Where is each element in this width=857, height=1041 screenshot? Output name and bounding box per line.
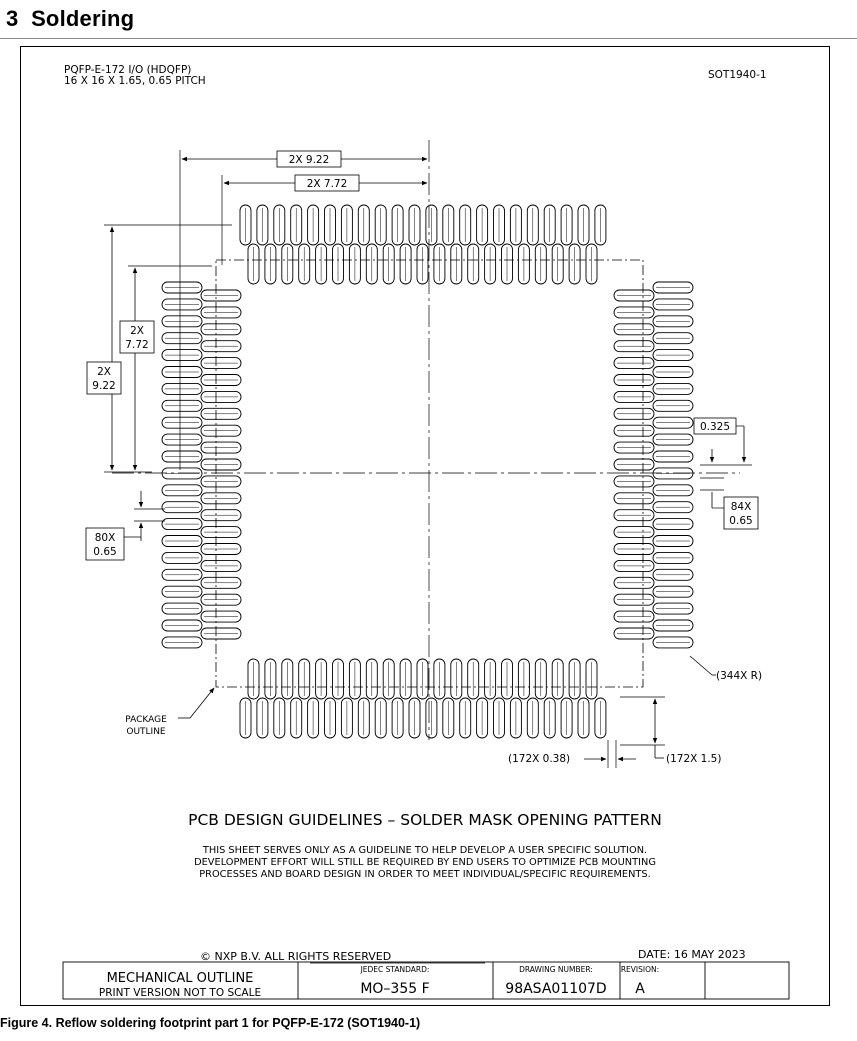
package-outline	[216, 260, 643, 687]
dim-left-pitch-label-1: 80X	[94, 532, 116, 544]
dim-radius-label: (344X R)	[716, 670, 763, 682]
dim-pad-width	[508, 740, 636, 768]
drawing-main-title: PCB DESIGN GUIDELINES – SOLDER MASK OPENING PATTERN	[188, 811, 662, 829]
drawing-date: DATE: 16 MAY 2023	[638, 948, 746, 961]
dim-left-outer-label-2: 9.22	[92, 380, 116, 392]
pad-column-left-inner	[201, 290, 241, 639]
print-version: PRINT VERSION NOT TO SCALE	[98, 987, 262, 999]
note-line-1: THIS SHEET SERVES ONLY AS A GUIDELINE TO HELP DEVELOP A USER SPECIFIC SOLUTION.	[202, 845, 648, 856]
package-outline-label-2: OUTLINE	[126, 727, 166, 737]
dim-top-inner-label: 2X 7.72	[306, 178, 348, 190]
dim-right-pitch-label-2: 0.65	[729, 515, 753, 527]
copyright: © NXP B.V. ALL RIGHTS RESERVED	[200, 950, 392, 963]
package-outline-label-1: PACKAGE	[125, 715, 167, 725]
dim-pad-length-label: (172X 1.5)	[666, 753, 722, 765]
dim-left-pitch	[86, 491, 165, 560]
drawing-number-label: DRAWING NUMBER:	[519, 965, 593, 974]
jedec-label: JEDEC STANDARD:	[360, 965, 430, 974]
dim-pad-length	[620, 697, 721, 765]
mechanical-outline: MECHANICAL OUTLINE	[106, 971, 254, 986]
pad-column-left-outer	[162, 282, 202, 648]
revision-label: REVISION:	[620, 965, 660, 974]
dim-right-offset	[694, 418, 752, 465]
figure-caption: Figure 4. Reflow soldering footprint part 1 for PQFP-E-172 (SOT1940-1)	[0, 1016, 421, 1030]
pad-row-bottom-inner	[248, 659, 597, 699]
dim-right-offset-label: 0.325	[699, 421, 731, 433]
revision-value: A	[635, 981, 645, 997]
dim-left-inner-label-1: 2X	[130, 325, 144, 337]
dim-right-pitch	[700, 478, 758, 529]
dim-left-outer-label-1: 2X	[97, 366, 111, 378]
note-line-2: DEVELOPMENT EFFORT WILL STILL BE REQUIRED BY END USERS TO OPTIMIZE PCB MOUNTING	[194, 857, 656, 868]
dim-left-inner-label-2: 7.72	[125, 339, 149, 351]
pad-row-top-outer	[240, 205, 606, 245]
dim-left-pitch-label-2: 0.65	[93, 546, 117, 558]
package-name: PQFP-E-172 I/O (HDQFP)	[64, 64, 192, 76]
pad-column-right-inner	[614, 290, 654, 639]
section-number: 3	[6, 6, 19, 31]
dim-pad-width-label: (172X 0.38)	[508, 753, 571, 765]
pad-row-bottom-outer	[240, 698, 606, 738]
dim-radius	[690, 656, 762, 682]
note-line-3: PROCESSES AND BOARD DESIGN IN ORDER TO MEET INDIVIDUAL/SPECIFIC REQUIREMENTS.	[199, 869, 651, 880]
drawing-number-value: 98ASA01107D	[505, 981, 607, 997]
pad-column-right-outer	[653, 282, 693, 648]
package-dims: 16 X 16 X 1.65, 0.65 PITCH	[64, 75, 206, 87]
dim-right-pitch-label-1: 84X	[730, 501, 752, 513]
package-outline-callout	[125, 688, 214, 737]
pad-row-top-inner	[248, 244, 597, 284]
dim-top-outer	[180, 150, 427, 470]
dim-top-outer-label: 2X 9.22	[288, 154, 330, 166]
dim-left-outer	[87, 225, 232, 472]
jedec-value: MO–355 F	[360, 981, 430, 997]
section-title: Soldering	[31, 6, 135, 31]
sot-code: SOT1940-1	[708, 69, 767, 81]
